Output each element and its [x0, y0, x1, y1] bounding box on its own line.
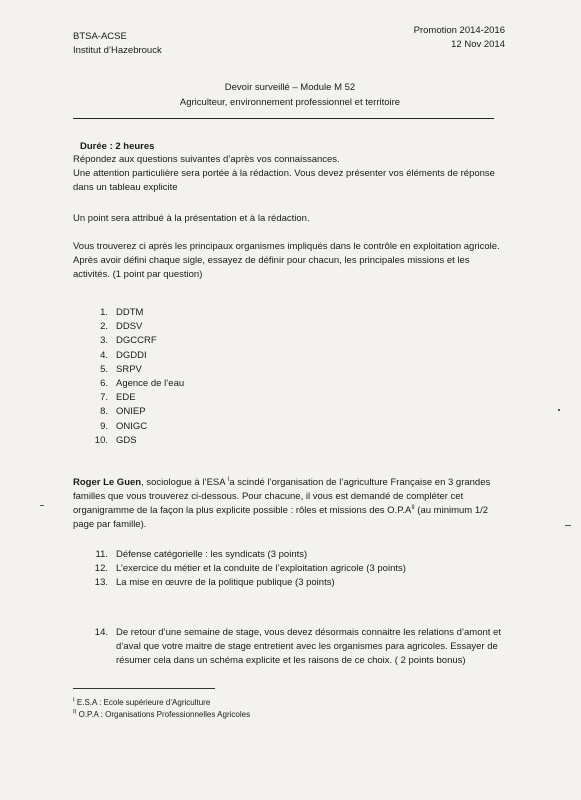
- question-14-line3: résumer cela dans un schéma explicite et les raisons de ce choix. ( 2 points bonus): [116, 655, 466, 666]
- school-line2: Institut d’Hazebrouck: [73, 45, 162, 56]
- leguen-line4: page par famille).: [73, 519, 147, 530]
- organismes-line1: Vous trouverez ci après les principaux organismes impliqués dans le contrôle en exploitation agricole.: [73, 241, 500, 252]
- exam-title-line1: Devoir surveillé – Module M 52: [224, 82, 356, 93]
- list-item: 8. ONIEP: [100, 406, 146, 418]
- presentation-note: Un point sera attribué à la présentation et à la rédaction.: [73, 213, 310, 224]
- leguen-line1: Roger Le Guen, sociologue à l’ESA $^I$a scindé l’organisation de l’agriculture Française en 3 grandes: [73, 476, 491, 488]
- footnote-2: $^{II}$ O.P.A : Organisations Professionnelles Agricoles: [73, 709, 251, 719]
- list-item: 6. Agence de l’eau: [100, 378, 185, 390]
- scan-speck: [40, 505, 44, 506]
- exam-date: 12 Nov 2014: [451, 39, 505, 50]
- question-14: [86, 626, 526, 668]
- leguen-line2: familles que vous trouverez ci-dessous. Pour chacune, il vous est demandé de compléter cet: [73, 491, 464, 502]
- list-item: 13. La mise en œuvre de la politique publique (3 points): [94, 577, 335, 589]
- question-14-line1: 14. De retour d’une semaine de stage, vous devez désormais connaitre les relations d’amont et: [94, 627, 501, 638]
- exam-title: [100, 80, 480, 110]
- instructions: [73, 153, 513, 195]
- leguen-line3: organigramme de la façon la plus explicite possible : rôles et missions des $O.P.A^{II}$ (au minimum 1/2: [73, 504, 489, 516]
- footnote-divider: [73, 688, 215, 689]
- instruction-line1: Répondez aux questions suivantes d’après vos connaissances.: [73, 154, 340, 165]
- list-item: 9. ONIGC: [100, 420, 148, 432]
- instruction-line3: dans un tableau explicite: [73, 182, 178, 193]
- school-line1: BTSA-ACSE: [73, 31, 127, 42]
- list-item: 11. Défense catégorielle : les syndicats (3 points): [95, 549, 308, 560]
- list-item: 7. EDE: [100, 392, 136, 404]
- question-14-line2: d’aval que votre maitre de stage entretient avec les organismes para agricoles. Essayer de: [116, 641, 498, 652]
- list-item: 5. SRPV: [100, 363, 142, 375]
- list-item: 3. DGCCRF: [100, 335, 157, 347]
- list-item: 12. L’exercice du métier et la conduite de l’exploitation agricole (3 points): [94, 563, 406, 575]
- organismes-paragraph: [73, 240, 523, 282]
- duration: Durée : 2 heures: [80, 141, 155, 152]
- leguen-paragraph: [73, 476, 523, 532]
- footnote-1: $^I$ E.S.A : Ecole supérieure d’Agriculture: [73, 697, 211, 707]
- familles-list: [86, 548, 406, 591]
- organismes-line3: activités. (1 point par question): [73, 269, 203, 280]
- scan-speck: [558, 409, 560, 411]
- title-divider: [73, 118, 494, 119]
- instruction-line2: Une attention particulière sera portée à la rédaction. Vous devez présenter vos éléments de réponse: [73, 168, 495, 179]
- list-item: 4. DGDDI: [100, 349, 147, 361]
- school-header: [73, 30, 162, 58]
- organismes-line2: Après avoir défini chaque sigle, essayez de définir pour chacun, les principales missions et les: [73, 255, 470, 266]
- footnotes: [73, 697, 250, 721]
- promotion-header: [360, 24, 505, 52]
- exam-title-line2: Agriculteur, environnement professionnel et territoire: [179, 97, 401, 108]
- promotion-label: Promotion 2014-2016: [413, 25, 505, 36]
- list-item: 1. DDTM: [100, 307, 144, 318]
- list-item: 2. DDSV: [100, 321, 143, 333]
- list-item: 10. GDS: [94, 434, 137, 446]
- organismes-list: [86, 306, 184, 448]
- scan-speck: [565, 525, 571, 526]
